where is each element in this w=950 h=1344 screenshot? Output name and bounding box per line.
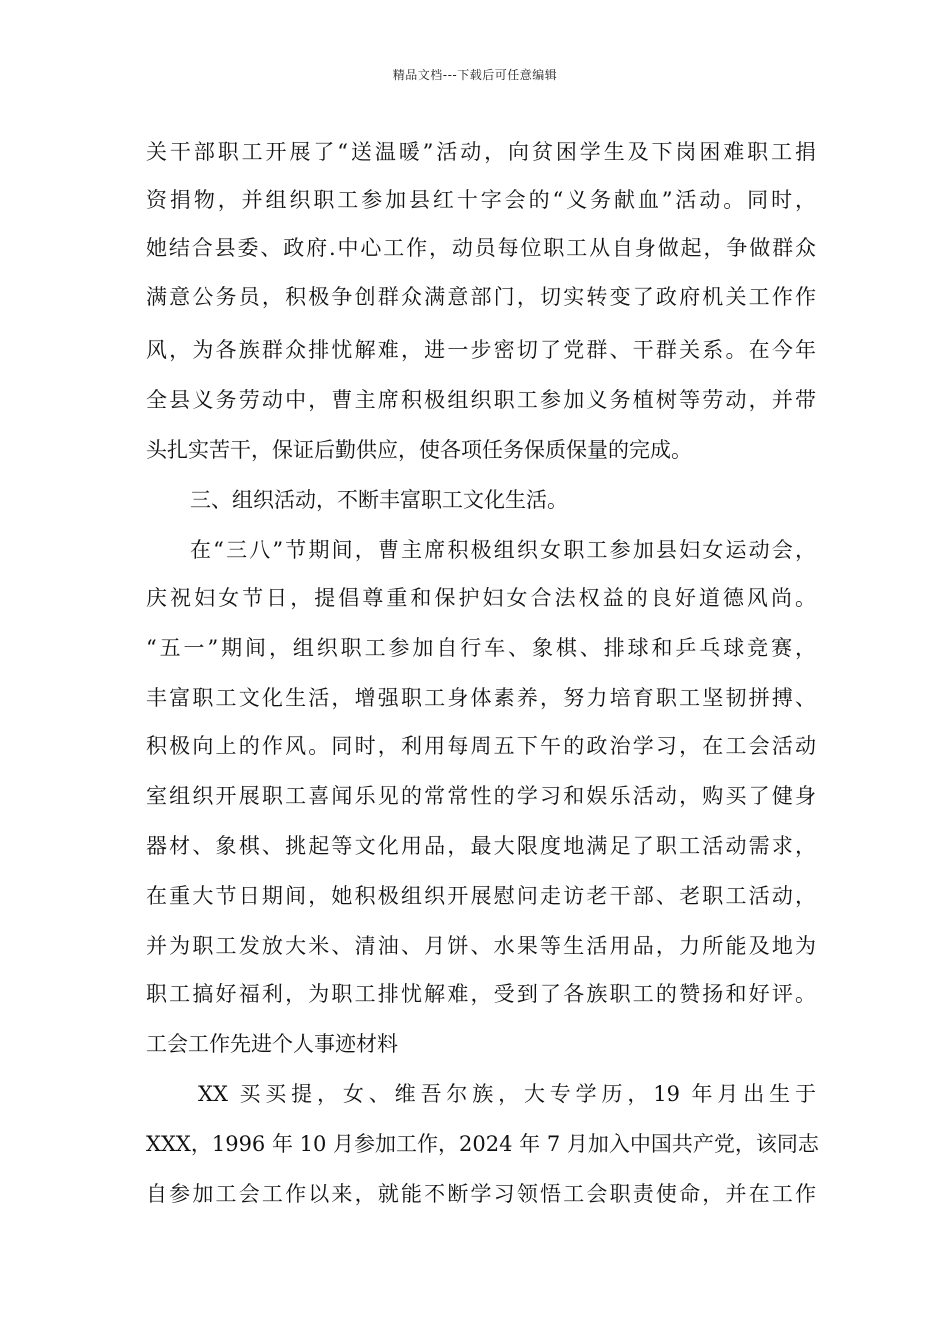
text-line: 自参加工会工作以来，就能不断学习领悟工会职责使命，并在工作 (146, 1182, 816, 1206)
text-line: 头扎实苦干，保证后勤供应，使各项任务保质保量的完成。 (146, 438, 692, 462)
section-heading: 三、组织活动，不断丰富职工文化生活。 (190, 488, 568, 512)
document-title: 工会工作先进个人事迹材料 (146, 1032, 398, 1056)
text-line: 风，为各族群众排忧解难，进一步密切了党群、干群关系。在今年 (146, 338, 816, 362)
text-line: 资捐物，并组织职工参加县红十字会的“义务献血”活动。同时， (146, 188, 816, 212)
text-line: “五一”期间，组织职工参加自行车、象棋、排球和乒乓球竞赛， (146, 636, 816, 660)
text-line: 职工搞好福利，为职工排忧解难，受到了各族职工的赞扬和好评。 (146, 982, 816, 1006)
text-line: XX 买买提，女、维吾尔族，大专学历，19 年月出生于 (198, 1082, 816, 1106)
text-line: 积极向上的作风。同时，利用每周五下午的政治学习，在工会活动 (146, 734, 816, 758)
text-line: 器材、象棋、挑起等文化用品，最大限度地满足了职工活动需求， (146, 834, 816, 858)
text-line: 她结合县委、政府.中心工作，动员每位职工从自身做起，争做群众 (146, 236, 816, 260)
text-line: 全县义务劳动中，曹主席积极组织职工参加义务植树等劳动，并带 (146, 388, 816, 412)
text-line: 室组织开展职工喜闻乐见的常常性的学习和娱乐活动，购买了健身 (146, 784, 816, 808)
text-line: 庆祝妇女节日，提倡尊重和保护妇女合法权益的良好道德风尚。 (146, 586, 816, 610)
text-line: 丰富职工文化生活，增强职工身体素养，努力培育职工坚韧拼搏、 (146, 686, 816, 710)
text-line: 并为职工发放大米、清油、月饼、水果等生活用品，力所能及地为 (146, 934, 816, 958)
text-line: 关干部职工开展了“送温暖”活动，向贫困学生及下岗困难职工捐 (146, 140, 816, 164)
page-header: 精品文档---下载后可任意编辑 (392, 68, 558, 82)
text-line: 在“三八”节期间，曹主席积极组织女职工参加县妇女运动会， (190, 538, 816, 562)
text-line: XXX，1996 年 10 月参加工作，2024 年 7 月加入中国共产党，该同志 (146, 1132, 819, 1156)
text-line: 满意公务员，积极争创群众满意部门，切实转变了政府机关工作作 (146, 285, 816, 309)
text-line: 在重大节日期间，她积极组织开展慰问走访老干部、老职工活动， (146, 884, 816, 908)
